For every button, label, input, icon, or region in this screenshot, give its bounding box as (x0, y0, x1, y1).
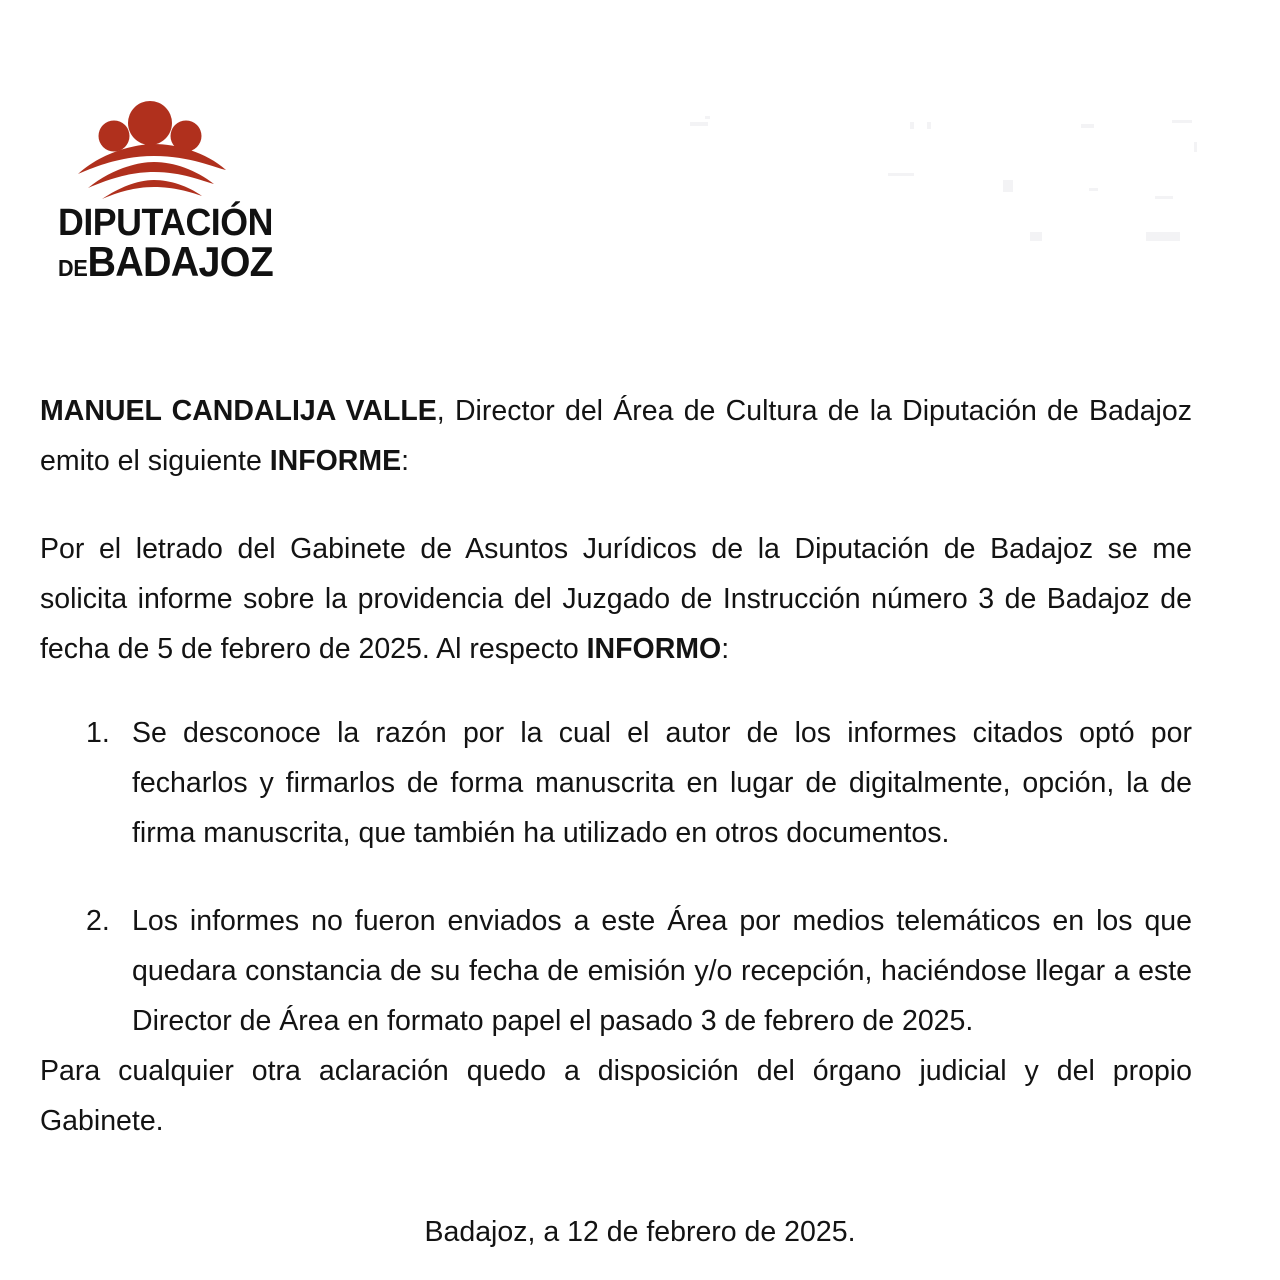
list-item-text: Los informes no fueron enviados a este Área por medios telemáticos en los que quedara constancia de su fecha de emisión y/o recepción, haciéndose llegar a este Director de Área en formato papel el pasado 3 de febrero de 2025. (132, 905, 1192, 1037)
letterhead (58, 100, 298, 285)
scan-artifact (1172, 120, 1192, 123)
list-item-text: Se desconoce la razón por la cual el autor de los informes citados optó por fecharlos y firmarlos de forma manuscrita en lugar de digitalmente, opción, la de firma manuscrita, que también ha utilizado en otros documentos. (132, 717, 1192, 849)
scan-artifact (910, 122, 914, 129)
list-item-marker: 1. (86, 717, 110, 749)
intro-text: , Director del Área de Cultura de la Diputación de Badajoz emito el siguiente (40, 395, 1192, 477)
list-item (40, 896, 1192, 1046)
document-body (40, 386, 1192, 1146)
logo-dot-left (99, 121, 130, 152)
intro-keyword: INFORME (269, 445, 402, 477)
signature-place-date: Badajoz, a 12 de febrero de 2025. (424, 1216, 856, 1248)
scan-artifact (705, 116, 710, 119)
request-text: Por el letrado del Gabinete de Asuntos Jurídicos de la Diputación de Badajoz se me solicita informe sobre la providencia del Juzgado de Instrucción número 3 de Badajoz de fecha de 5 de febrero de 2025. Al respecto (40, 533, 1192, 665)
scan-artifact (1089, 188, 1098, 191)
scan-artifact (1146, 232, 1180, 241)
logo-arc-3 (102, 180, 202, 199)
list-item-marker: 2. (86, 905, 110, 937)
closing-paragraph: Para cualquier otra aclaración quedo a disposición del órgano judicial y del propio Gabinete. (40, 1055, 1192, 1137)
scan-artifact (888, 173, 914, 176)
logo-wordmark (58, 202, 298, 285)
intro-paragraph (40, 386, 1192, 486)
scan-artifact (927, 122, 931, 129)
logo-wordmark-badajoz: BADAJOZ (87, 237, 274, 285)
scan-artifact (1003, 180, 1013, 192)
logo-dot-center (128, 101, 172, 145)
request-keyword: INFORMO (586, 633, 722, 665)
scan-artifact (1081, 124, 1094, 128)
logo-wordmark-line1: DIPUTACIÓN (58, 202, 273, 244)
diputacion-logo-icon (66, 100, 236, 200)
signer-name: MANUEL CANDALIJA VALLE (40, 395, 437, 427)
scan-artifact (1155, 196, 1173, 199)
request-tail: : (721, 633, 730, 665)
intro-tail: : (401, 445, 410, 477)
scan-artifact (1194, 142, 1197, 152)
logo-wordmark-de: DE (58, 254, 88, 281)
scan-artifact (1030, 232, 1042, 241)
logo-wordmark-line2 (58, 237, 284, 285)
list-item (40, 708, 1192, 858)
findings-list (40, 708, 1192, 1046)
request-paragraph (40, 524, 1192, 674)
scan-artifact (690, 122, 708, 126)
